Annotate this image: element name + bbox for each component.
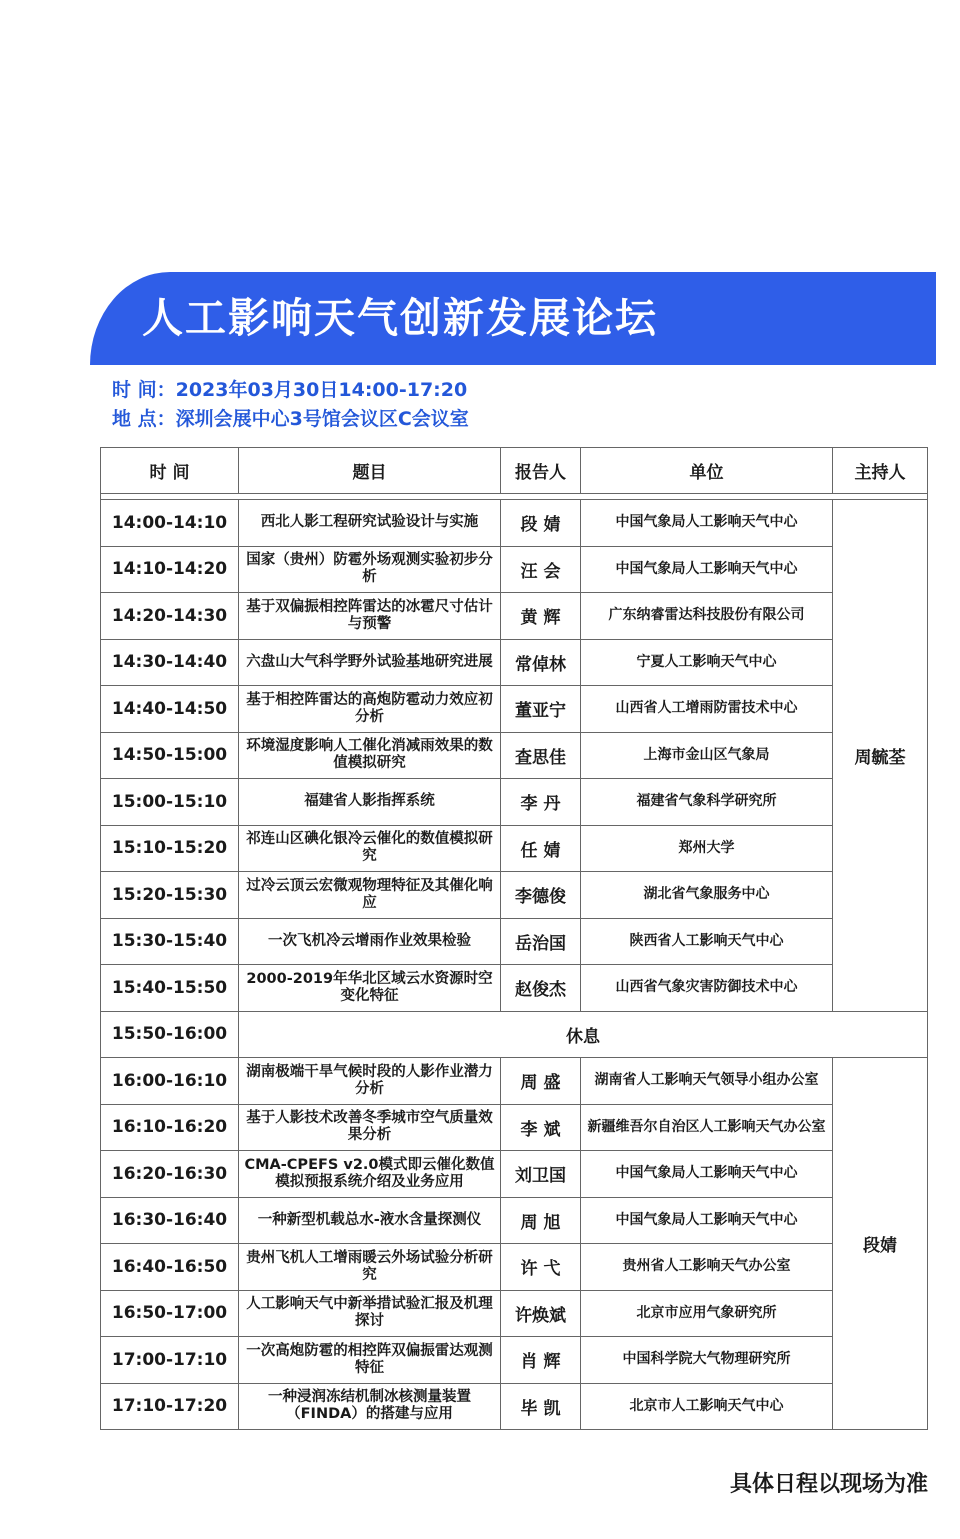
row-topic: 一种浸润冻结机制冰核测量装置（FINDA）的搭建与应用 (239, 1383, 501, 1430)
row-time: 14:20-14:30 (101, 593, 239, 640)
row-speaker: 查思佳 (501, 732, 581, 779)
row-topic: 一次高炮防雹的相控阵双偏振雷达观测特征 (239, 1337, 501, 1384)
break-row (101, 1011, 928, 1058)
row-speaker: 李 丹 (501, 779, 581, 826)
row-host: 段婧 (833, 1058, 928, 1430)
row-time: 17:10-17:20 (101, 1383, 239, 1430)
row-topic: 湖南极端干旱气候时段的人影作业潜力分析 (239, 1058, 501, 1105)
table-row (101, 1337, 928, 1384)
header-time: 时 间 (101, 448, 239, 494)
table-row (101, 500, 928, 547)
row-topic: 一种新型机载总水-液水含量探测仪 (239, 1197, 501, 1244)
footnote: 具体日程以现场为准 (729, 1472, 928, 1497)
break-label: 休息 (239, 1011, 928, 1058)
row-speaker: 周 盛 (501, 1058, 581, 1105)
row-topic: 2000-2019年华北区域云水资源时空变化特征 (239, 965, 501, 1012)
row-speaker: 周 旭 (501, 1197, 581, 1244)
row-speaker: 董亚宁 (501, 686, 581, 733)
row-unit: 山西省人工增雨防雷技术中心 (581, 686, 833, 733)
row-time: 16:00-16:10 (101, 1058, 239, 1105)
row-speaker: 肖 辉 (501, 1337, 581, 1384)
row-time: 16:40-16:50 (101, 1244, 239, 1291)
header-speaker: 报告人 (501, 448, 581, 494)
row-host: 周毓荃 (833, 500, 928, 1012)
row-speaker: 刘卫国 (501, 1151, 581, 1198)
row-speaker: 李 斌 (501, 1104, 581, 1151)
table-row (101, 546, 928, 593)
row-time: 14:50-15:00 (101, 732, 239, 779)
row-topic: 六盘山大气科学野外试验基地研究进展 (239, 639, 501, 686)
table-row (101, 965, 928, 1012)
row-unit: 新疆维吾尔自治区人工影响天气办公室 (581, 1104, 833, 1151)
table-row (101, 1197, 928, 1244)
row-speaker: 常倬林 (501, 639, 581, 686)
row-unit: 湖北省气象服务中心 (581, 872, 833, 919)
row-topic: 过冷云顶云宏微观物理特征及其催化响应 (239, 872, 501, 919)
row-unit: 湖南省人工影响天气领导小组办公室 (581, 1058, 833, 1105)
table-row (101, 639, 928, 686)
row-speaker: 赵俊杰 (501, 965, 581, 1012)
row-topic: 国家（贵州）防雹外场观测实验初步分析 (239, 546, 501, 593)
row-topic: 福建省人影指挥系统 (239, 779, 501, 826)
row-topic: 祁连山区碘化银冷云催化的数值模拟研究 (239, 825, 501, 872)
row-unit: 中国气象局人工影响天气中心 (581, 1151, 833, 1198)
row-topic: 西北人影工程研究试验设计与实施 (239, 500, 501, 547)
break-time: 15:50-16:00 (101, 1011, 239, 1058)
row-unit: 中国气象局人工影响天气中心 (581, 1197, 833, 1244)
event-place: 地 点：深圳会展中心3号馆会议区C会议室 (112, 408, 469, 430)
row-speaker: 黄 辉 (501, 593, 581, 640)
row-unit: 北京市人工影响天气中心 (581, 1383, 833, 1430)
table-row (101, 1244, 928, 1291)
table-row (101, 686, 928, 733)
header-topic: 题目 (239, 448, 501, 494)
row-topic: 一次飞机冷云增雨作业效果检验 (239, 918, 501, 965)
row-unit: 郑州大学 (581, 825, 833, 872)
event-time: 时 间：2023年03月30日14:00-17:20 (112, 379, 468, 401)
page-title: 人工影响天气创新发展论坛 (142, 294, 658, 342)
row-unit: 山西省气象灾害防御技术中心 (581, 965, 833, 1012)
header-host: 主持人 (833, 448, 928, 494)
row-time: 15:10-15:20 (101, 825, 239, 872)
table-row (101, 1104, 928, 1151)
row-speaker: 许焕斌 (501, 1290, 581, 1337)
table-row (101, 732, 928, 779)
row-speaker: 岳治国 (501, 918, 581, 965)
table-row (101, 779, 928, 826)
title-banner (90, 272, 936, 365)
row-unit: 北京市应用气象研究所 (581, 1290, 833, 1337)
table-row (101, 825, 928, 872)
row-speaker: 段 婧 (501, 500, 581, 547)
row-unit: 中国气象局人工影响天气中心 (581, 546, 833, 593)
table-row (101, 872, 928, 919)
row-time: 16:50-17:00 (101, 1290, 239, 1337)
row-time: 16:30-16:40 (101, 1197, 239, 1244)
row-topic: 基于双偏振相控阵雷达的冰雹尺寸估计与预警 (239, 593, 501, 640)
row-unit: 广东纳睿雷达科技股份有限公司 (581, 593, 833, 640)
row-speaker: 许 弋 (501, 1244, 581, 1291)
header-unit: 单位 (581, 448, 833, 494)
row-unit: 中国科学院大气物理研究所 (581, 1337, 833, 1384)
row-topic: 基于人影技术改善冬季城市空气质量效果分析 (239, 1104, 501, 1151)
row-time: 15:30-15:40 (101, 918, 239, 965)
table-row (101, 918, 928, 965)
row-time: 14:00-14:10 (101, 500, 239, 547)
row-speaker: 毕 凯 (501, 1383, 581, 1430)
row-unit: 贵州省人工影响天气办公室 (581, 1244, 833, 1291)
row-time: 15:40-15:50 (101, 965, 239, 1012)
row-speaker: 任 婧 (501, 825, 581, 872)
row-time: 16:10-16:20 (101, 1104, 239, 1151)
row-time: 14:40-14:50 (101, 686, 239, 733)
row-time: 14:10-14:20 (101, 546, 239, 593)
table-row (101, 1383, 928, 1430)
row-speaker: 李德俊 (501, 872, 581, 919)
row-topic: CMA-CPEFS v2.0模式即云催化数值模拟预报系统介绍及业务应用 (239, 1151, 501, 1198)
schedule-table (100, 447, 928, 1430)
row-topic: 环境湿度影响人工催化消减雨效果的数值模拟研究 (239, 732, 501, 779)
row-unit: 中国气象局人工影响天气中心 (581, 500, 833, 547)
row-unit: 福建省气象科学研究所 (581, 779, 833, 826)
row-unit: 陕西省人工影响天气中心 (581, 918, 833, 965)
row-time: 14:30-14:40 (101, 639, 239, 686)
table-row (101, 1290, 928, 1337)
schedule-body (101, 494, 928, 1430)
row-topic: 人工影响天气中新举措试验汇报及机理探讨 (239, 1290, 501, 1337)
row-time: 15:00-15:10 (101, 779, 239, 826)
row-time: 17:00-17:10 (101, 1337, 239, 1384)
row-speaker: 汪 会 (501, 546, 581, 593)
table-row (101, 1058, 928, 1105)
table-row (101, 1151, 928, 1198)
row-time: 15:20-15:30 (101, 872, 239, 919)
row-unit: 上海市金山区气象局 (581, 732, 833, 779)
row-topic: 基于相控阵雷达的高炮防雹动力效应初分析 (239, 686, 501, 733)
row-topic: 贵州飞机人工增雨暖云外场试验分析研究 (239, 1244, 501, 1291)
row-unit: 宁夏人工影响天气中心 (581, 639, 833, 686)
table-row (101, 593, 928, 640)
row-time: 16:20-16:30 (101, 1151, 239, 1198)
